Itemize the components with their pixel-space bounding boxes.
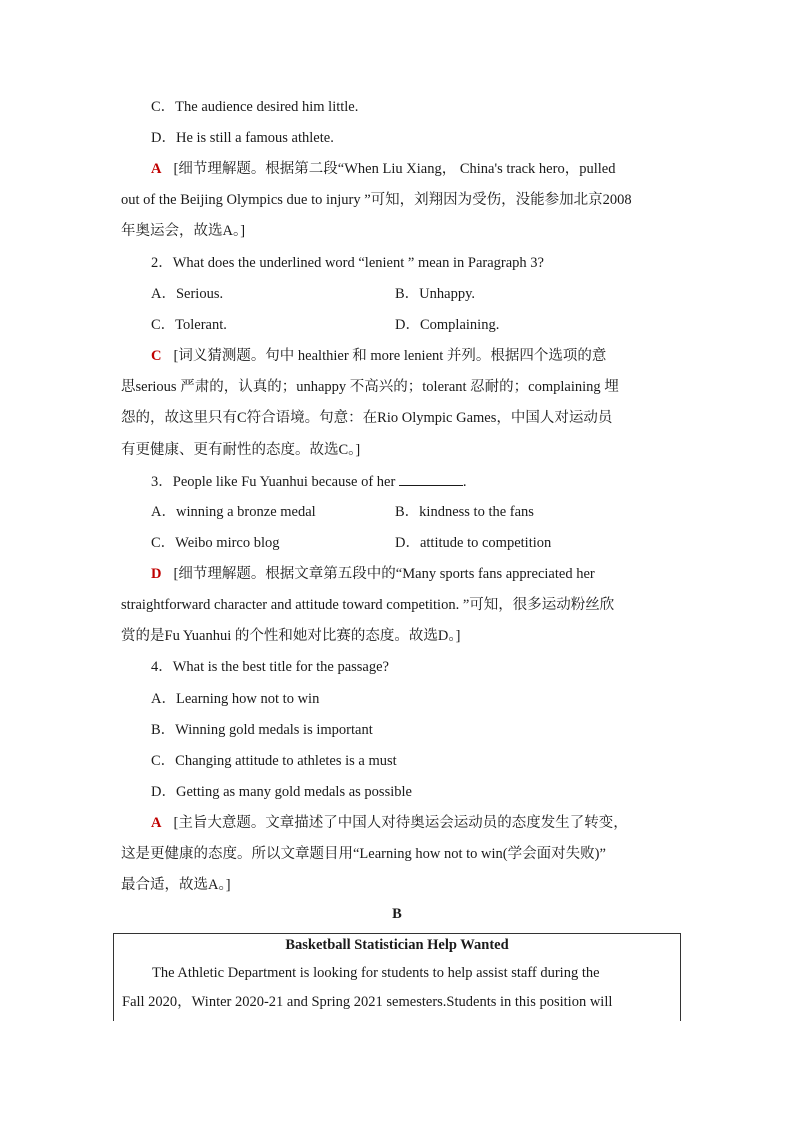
- q1-answer-letter: A: [151, 161, 162, 177]
- q4-answer-line: [151, 813, 628, 833]
- q4-option-a: A．Learning how not to win: [151, 691, 320, 707]
- q1-explanation-3: 年奥运会，故选A。]: [121, 223, 246, 239]
- q3-answer-letter: D: [151, 566, 162, 582]
- q3-stem: 3．People like Fu Yuanhui because of her: [151, 474, 396, 490]
- q3-answer-line: [151, 564, 595, 584]
- q2-explanation-3: 怨的，故这里只有C符合语境。句意：在Rio Olympic Games，中国人对运动员: [121, 410, 613, 426]
- q3-stem-line: [151, 471, 467, 492]
- q2-option-a: A．Serious.: [151, 286, 224, 302]
- q3-option-d: D．attitude to competition: [395, 535, 552, 551]
- q4-explanation-1: [主旨大意题。文章描述了中国人对待奥运会运动员的态度发生了转变，: [173, 815, 628, 831]
- q4-option-b: B．Winning gold medals is important: [151, 722, 373, 738]
- q2-option-d: D．Complaining.: [395, 317, 500, 333]
- section-b-label: B: [392, 906, 402, 922]
- q3-explanation-2: straightforward character and attitude toward competition. ”可知，很多运动粉丝欣: [121, 597, 615, 613]
- q2-answer-line: [151, 346, 606, 366]
- q2-explanation-1: [词义猜测题。句中 healthier 和 more lenient 并列。根据四个选项的意: [173, 348, 607, 364]
- q2-answer-letter: C: [151, 348, 162, 364]
- q4-stem: 4．What is the best title for the passage?: [151, 659, 389, 675]
- q3-stem-end: .: [462, 474, 467, 490]
- q2-stem: 2．What does the underlined word “lenient ” mean in Paragraph 3?: [151, 255, 544, 271]
- q4-option-c: C．Changing attitude to athletes is a must: [151, 753, 397, 769]
- q1-option-c: C．The audience desired him little.: [151, 99, 359, 115]
- q4-explanation-3: 最合适，故选A。]: [121, 877, 231, 893]
- reading-passage-box: [113, 933, 681, 1021]
- q2-explanation-4: 有更健康、更有耐性的态度。故选C。]: [121, 442, 361, 458]
- q1-option-d: D．He is still a famous athlete.: [151, 130, 334, 146]
- q3-explanation-1: [细节理解题。根据文章第五段中的“Many sports fans appreciated her: [173, 566, 595, 582]
- passage-line-2: Fall 2020，Winter 2020-21 and Spring 2021 semesters.Students in this position will: [122, 994, 613, 1010]
- q4-explanation-2: 这是更健康的态度。所以文章题目用“Learning how not to win(学会面对失败)”: [121, 846, 606, 862]
- q4-option-d: D．Getting as many gold medals as possible: [151, 784, 412, 800]
- q3-explanation-3: 赏的是Fu Yuanhui 的个性和她对比赛的态度。故选D。]: [121, 628, 461, 644]
- q1-answer-line: [151, 159, 673, 179]
- q3-option-a: A．winning a bronze medal: [151, 504, 316, 520]
- q2-option-c: C．Tolerant.: [151, 317, 227, 333]
- q3-option-c: C．Weibo mirco blog: [151, 535, 280, 551]
- q3-blank: [399, 471, 463, 486]
- q1-explanation-1: [细节理解题。根据第二段“When Liu Xiang， China's track hero，pulled: [173, 161, 616, 177]
- q2-option-b: B．Unhappy.: [395, 286, 476, 302]
- q1-explanation-2: out of the Beijing Olympics due to injury ”可知，刘翔因为受伤，没能参加北京2008: [121, 192, 632, 208]
- q3-option-b: B．kindness to the fans: [395, 504, 534, 520]
- passage-title: Basketball Statistician Help Wanted: [285, 937, 509, 953]
- q2-explanation-2: 思serious 严肃的，认真的；unhappy 不高兴的；tolerant 忍耐的；complaining 埋: [121, 379, 619, 395]
- passage-line-1: The Athletic Department is looking for students to help assist staff during the: [152, 965, 600, 981]
- q4-answer-letter: A: [151, 815, 162, 831]
